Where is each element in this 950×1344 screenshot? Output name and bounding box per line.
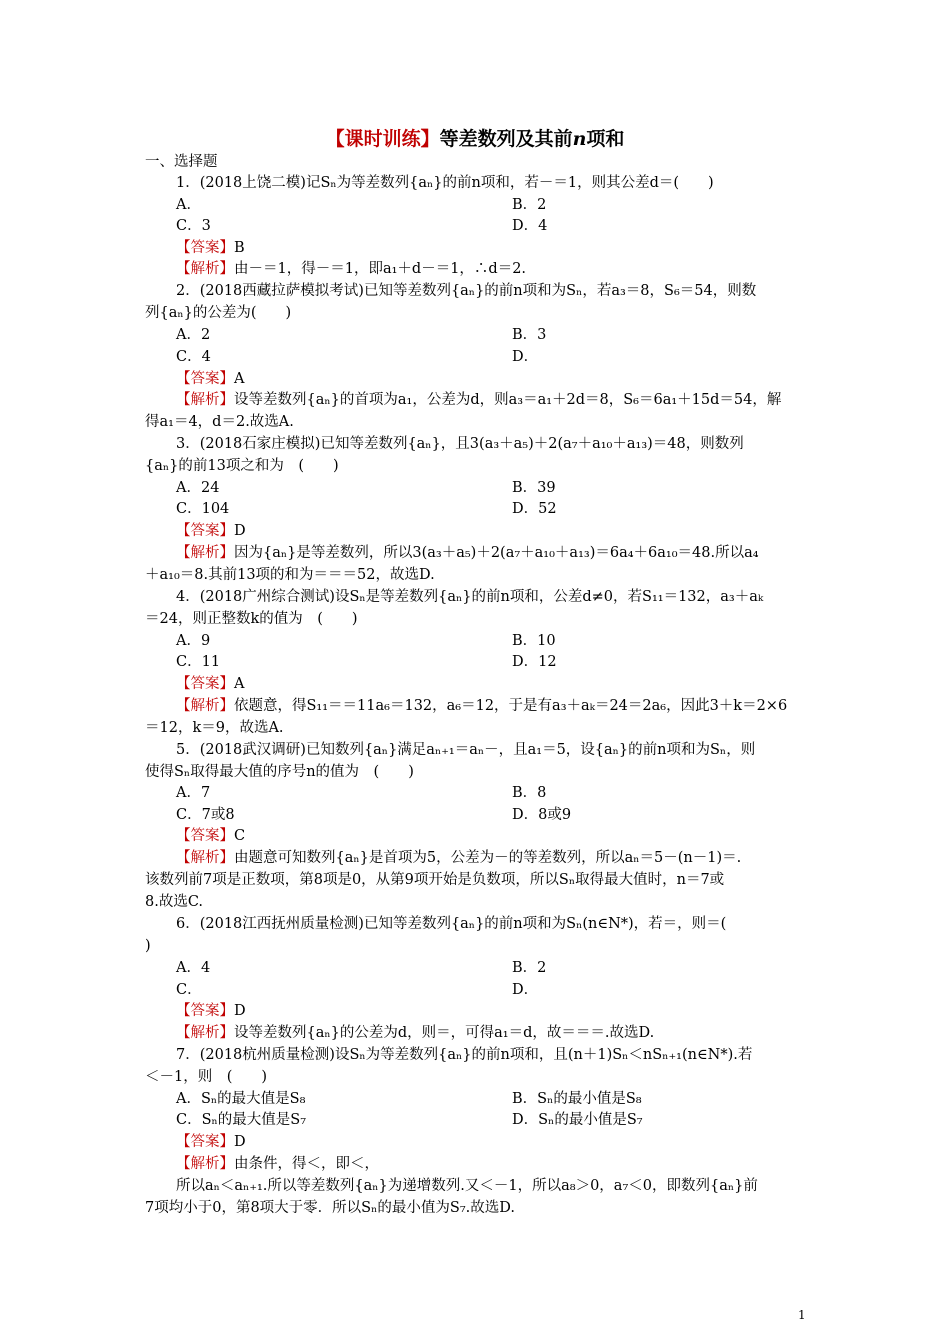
q4-explanation-line-2: ＝12，k＝9，故选A.	[145, 720, 284, 736]
q5-option-b: B．8	[512, 785, 547, 801]
q4-option-a: A．9	[176, 633, 211, 649]
q1-option-d: D．4	[512, 218, 548, 234]
q3-option-c: C．104	[176, 501, 230, 517]
title-pre: 等差数列及其前	[439, 128, 573, 150]
q5-answer	[176, 826, 856, 847]
q1-explanation	[176, 259, 856, 280]
q7-explanation-line-2: 所以aₙ＜aₙ₊₁.所以等差数列{aₙ}为递增数列.又＜－1，所以a₈＞0，a₇＜0，即数列{aₙ}前	[176, 1178, 758, 1194]
question-4-line-1: 4．(2018广州综合测试)设Sₙ是等差数列{aₙ}的前n项和，公差d≠0，若S₁₁＝132，a₃＋aₖ	[176, 589, 764, 605]
q5-explanation-line-1	[176, 848, 856, 869]
question-3-line-1: 3．(2018石家庄模拟)已知等差数列{aₙ}，且3(a₃＋a₅)＋2(a₇＋a₁₀＋a₁₃)＝48，则数列	[176, 436, 744, 452]
explanation-text: 设等差数列{aₙ}的公差为d，则＝，可得a₁＝d，故＝＝＝.故选D.	[234, 1025, 655, 1041]
explain-label: 【解析】	[176, 698, 234, 714]
explanation-text: 因为{aₙ}是等差数列，所以3(a₃＋a₅)＋2(a₇＋a₁₀＋a₁₃)＝6a₄＋6a₁₀＝48.所以a₄	[234, 545, 759, 561]
answer-value: A	[234, 676, 245, 692]
q2-option-a: A．2	[176, 327, 211, 343]
question-7-line-2: ＜－1，则 ( )	[145, 1069, 268, 1085]
q2-explanation-line-1	[176, 390, 856, 411]
question-5-line-2: 使得Sₙ取得最大值的序号n的值为 ( )	[145, 764, 414, 780]
q7-explanation-line-3: 7项均小于0，第8项大于零．所以Sₙ的最小值为S₇.故选D.	[145, 1200, 515, 1216]
title-post: 项和	[586, 128, 625, 150]
q7-option-c: C．Sₙ的最大值是S₇	[176, 1112, 307, 1128]
q6-option-a: A．4	[176, 960, 211, 976]
explain-label: 【解析】	[176, 545, 234, 561]
q1-option-c: C．3	[176, 218, 211, 234]
question-2-line-2: 列{aₙ}的公差为( )	[145, 305, 292, 321]
q7-option-d: D．Sₙ的最小值是S₇	[512, 1112, 643, 1128]
explain-label: 【解析】	[176, 392, 234, 408]
q3-option-d: D．52	[512, 501, 557, 517]
explanation-text: 由－＝1，得－＝1，即a₁＋d－＝1，∴d＝2.	[234, 261, 527, 277]
q2-option-c: C．4	[176, 349, 211, 365]
answer-value: B	[234, 240, 245, 256]
q6-option-d: D．	[512, 982, 539, 998]
explain-label: 【解析】	[176, 1025, 234, 1041]
q3-explanation-line-1	[176, 543, 856, 564]
q2-option-d: D．	[512, 349, 539, 365]
q7-option-a: A．Sₙ的最大值是S₈	[176, 1091, 306, 1107]
q5-explanation-line-3: 8.故选C.	[145, 894, 204, 910]
q4-answer	[176, 674, 856, 695]
q2-answer	[176, 369, 856, 390]
question-2-line-1: 2．(2018西藏拉萨模拟考试)已知等差数列{aₙ}的前n项和为Sₙ，若a₃＝8，S₆＝54，则数	[176, 283, 757, 299]
q2-option-b: B．3	[512, 327, 547, 343]
question-1: 1．(2018上饶二模)记Sₙ为等差数列{aₙ}的前n项和，若－＝1，则其公差d＝( )	[176, 175, 714, 191]
q4-option-d: D．12	[512, 654, 557, 670]
q6-answer	[176, 1001, 856, 1022]
explain-label: 【解析】	[176, 1156, 234, 1172]
q1-option-a: A．	[176, 197, 201, 213]
title-tag: 【课时训练】	[325, 128, 440, 150]
question-6-line-2: )	[145, 938, 151, 954]
q7-option-b: B．Sₙ的最小值是S₈	[512, 1091, 642, 1107]
q4-option-c: C．11	[176, 654, 221, 670]
answer-label: 【答案】	[176, 523, 234, 539]
q7-explanation-line-1	[176, 1154, 856, 1175]
answer-label: 【答案】	[176, 828, 234, 844]
q6-option-c: C．	[176, 982, 202, 998]
q3-explanation-line-2: ＋a₁₀＝8.其前13项的和为＝＝＝52，故选D.	[145, 567, 435, 583]
explanation-text: 依题意，得S₁₁＝＝11a₆＝132，a₆＝12，于是有a₃＋aₖ＝24＝2a₆，因此3＋k＝2×6	[234, 698, 788, 714]
explanation-text: 由条件，得＜，即＜，	[234, 1156, 379, 1172]
section-heading: 一、选择题	[145, 154, 218, 170]
question-4-line-2: ＝24，则正整数k的值为 ( )	[145, 611, 358, 627]
q4-explanation-line-1	[176, 696, 856, 717]
explain-label: 【解析】	[176, 850, 234, 866]
page-title	[0, 124, 950, 151]
question-5-line-1: 5．(2018武汉调研)已知数列{aₙ}满足aₙ₊₁＝aₙ－，且a₁＝5，设{aₙ}的前n项和为Sₙ，则	[176, 742, 756, 758]
answer-label: 【答案】	[176, 676, 234, 692]
answer-label: 【答案】	[176, 1003, 234, 1019]
q3-option-a: A．24	[176, 480, 220, 496]
q4-option-b: B．10	[512, 633, 556, 649]
answer-label: 【答案】	[176, 240, 234, 256]
question-7-line-1: 7．(2018杭州质量检测)设Sₙ为等差数列{aₙ}的前n项和，且(n＋1)Sₙ＜nSₙ₊₁(n∈N*).若	[176, 1047, 753, 1063]
explain-label: 【解析】	[176, 261, 234, 277]
q1-answer	[176, 238, 856, 259]
answer-value: A	[234, 371, 245, 387]
q5-explanation-line-2: 该数列前7项是正数项，第8项是0，从第9项开始是负数项，所以Sₙ取得最大值时，n＝7或	[145, 872, 725, 888]
answer-value: D	[234, 1134, 246, 1150]
question-6-line-1: 6．(2018江西抚州质量检测)已知等差数列{aₙ}的前n项和为Sₙ(n∈N*)，若＝，则＝(	[176, 916, 727, 932]
answer-label: 【答案】	[176, 1134, 234, 1150]
answer-value: C	[234, 828, 246, 844]
answer-value: D	[234, 523, 246, 539]
explanation-text: 设等差数列{aₙ}的首项为a₁，公差为d，则a₃＝a₁＋2d＝8，S₆＝6a₁＋15d＝54，解	[234, 392, 782, 408]
q2-explanation-line-2: 得a₁＝4，d＝2.故选A.	[145, 414, 294, 430]
q3-answer	[176, 521, 856, 542]
title-n: n	[572, 128, 587, 150]
q6-option-b: B．2	[512, 960, 547, 976]
q5-option-a: A．7	[176, 785, 211, 801]
q3-option-b: B．39	[512, 480, 556, 496]
answer-value: D	[234, 1003, 246, 1019]
question-3-line-2: {aₙ}的前13项之和为 ( )	[145, 458, 339, 474]
q5-option-c: C．7或8	[176, 807, 235, 823]
explanation-text: 由题意可知数列{aₙ}是首项为5，公差为－的等差数列，所以aₙ＝5－(n－1)＝.	[234, 850, 742, 866]
page-number: 1	[798, 1308, 806, 1322]
answer-label: 【答案】	[176, 371, 234, 387]
q7-answer	[176, 1132, 856, 1153]
q6-explanation	[176, 1023, 856, 1044]
q1-option-b: B．2	[512, 197, 547, 213]
q5-option-d: D．8或9	[512, 807, 572, 823]
